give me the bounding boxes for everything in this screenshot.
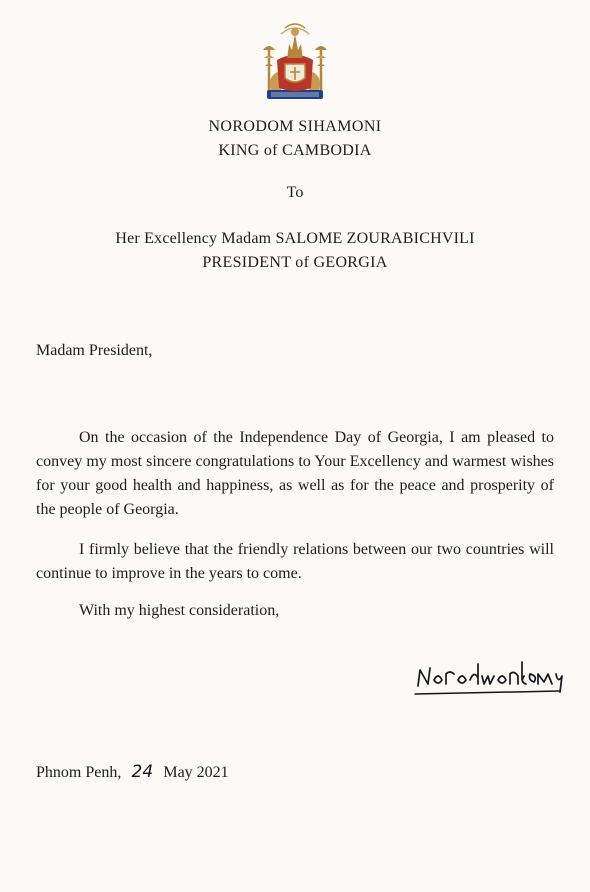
salutation: Madam President, bbox=[36, 342, 153, 359]
dateline-month-year: May 2021 bbox=[163, 764, 229, 781]
sender-name: NORODOM SIHAMONI bbox=[208, 118, 382, 135]
dateline-day-handwritten: 24 bbox=[131, 762, 154, 782]
sender-title: KING of CAMBODIA bbox=[218, 142, 372, 159]
body-paragraph-2: I firmly believe that the friendly relations between our two countries will continue to improve in the years to come. bbox=[36, 541, 554, 582]
body-paragraph-1: On the occasion of the Independence Day of Georgia, I am pleased to convey my most sincere congratulations to Your Excellency and warmest wishes for your good health and happiness, as well as for the peace and prosperity of the people of Georgia. bbox=[36, 429, 554, 518]
recipient-name: Her Excellency Madam SALOME ZOURABICHVILI bbox=[115, 230, 475, 247]
to-label: To bbox=[286, 184, 304, 201]
handwritten-signature bbox=[412, 654, 568, 704]
recipient-title: PRESIDENT of GEORGIA bbox=[202, 254, 388, 271]
dateline-place: Phnom Penh, bbox=[36, 764, 122, 781]
closing-line: With my highest consideration, bbox=[79, 602, 280, 619]
royal-arms-of-cambodia-emblem bbox=[259, 20, 331, 108]
dateline bbox=[36, 762, 229, 782]
